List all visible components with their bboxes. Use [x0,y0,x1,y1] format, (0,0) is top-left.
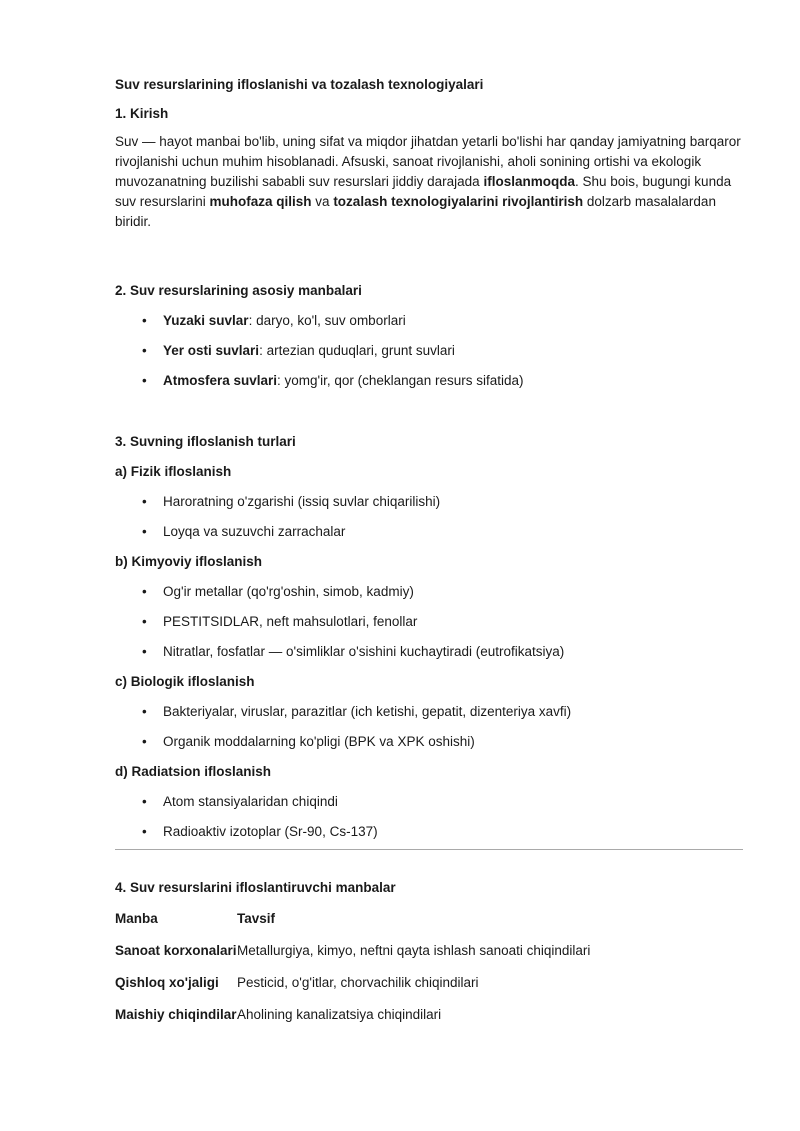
list-item: • Yuzaki suvlar: daryo, ko'l, suv omborlari [115,312,745,330]
list-item: • Haroratning o'zgarishi (issiq suvlar chiqarilishi) [115,493,745,511]
list-item: • Og'ir metallar (qo'rg'oshin, simob, kadmiy) [115,583,745,601]
subsection-c-list [115,703,745,751]
bold-term: ifloslanmoqda [483,174,575,189]
table-header-cell: Manba [115,911,158,926]
subsection-d-list [115,793,745,841]
section-3-heading: 3. Suvning ifloslanish turlari [115,434,296,449]
list-item: • PESTITSIDLAR, neft mahsulotlari, fenollar [115,613,745,631]
bold-term: tozalash texnologiyalarini rivojlantirish [333,194,584,209]
bold-term: muhofaza qilish [209,194,312,209]
section-4-heading: 4. Suv resurslarini ifloslantiruvchi manbalar [115,880,396,895]
list-item: • Radioaktiv izotoplar (Sr-90, Cs-137) [115,823,745,841]
list-item: • Yer osti suvlari: artezian quduqlari, grunt suvlari [115,342,745,360]
table-header-row [115,910,590,928]
table-row [115,928,590,960]
table-row [115,992,590,1024]
subsection-a-heading: a) Fizik ifloslanish [115,464,232,479]
list-item: • Loyqa va suzuvchi zarrachalar [115,523,745,541]
section-1-heading: 1. Kirish [115,106,169,121]
subsection-b-list [115,583,745,661]
list-item: • Bakteriyalar, viruslar, parazitlar (ich ketishi, gepatit, dizenteriya xavfi) [115,703,745,721]
document-title: Suv resurslarining ifloslanishi va tozalash texnologiyalari [115,77,484,92]
list-item: • Atom stansiyalaridan chiqindi [115,793,745,811]
section-2-heading: 2. Suv resurslarining asosiy manbalari [115,283,362,298]
table-cell: Sanoat korxonalari [115,943,237,958]
list-item: • Organik moddalarning ko'pligi (BPK va XPK oshishi) [115,733,745,751]
table-cell: Metallurgiya, kimyo, neftni qayta ishlash sanoati chiqindilari [237,943,591,958]
table-cell: Maishiy chiqindilar [115,1007,237,1022]
document-body [115,76,745,841]
table-cell: Qishloq xo'jaligi [115,975,219,990]
table-row [115,960,590,992]
subsection-c-heading: c) Biologik ifloslanish [115,674,255,689]
section-2-list [115,312,745,390]
section-1-paragraph: Suv — hayot manbai bo'lib, uning sifat va miqdor jihatdan yetarli bo'lishi har qanday jamiyatning barqaror rivojlanishi uchun muhim hisoblanadi. Afsuski, sanoat rivojlanishi, aholi sonining ortishi va ekologik muvozanatning buzilishi sababli suv resurslari jiddiy darajada ifloslanmoqda. Shu bois, bugungi kunda suv resurslarini muhofaza qilish va tozalash texnologiyalarini rivojlantirish dolzarb masalalardan biridir. [115,134,741,229]
table-cell: Aholining kanalizatsiya chiqindilari [237,1007,442,1022]
horizontal-divider [115,849,743,850]
sources-table [115,910,590,1024]
subsection-b-heading: b) Kimyoviy ifloslanish [115,554,263,569]
list-item: • Atmosfera suvlari: yomg'ir, qor (cheklangan resurs sifatida) [115,372,745,390]
subsection-d-heading: d) Radiatsion ifloslanish [115,764,272,779]
subsection-a-list [115,493,745,541]
table-header-cell: Tavsif [237,911,276,926]
section-4 [115,879,745,1024]
list-item: • Nitratlar, fosfatlar — o'simliklar o'sishini kuchaytiradi (eutrofikatsiya) [115,643,745,661]
table-cell: Pesticid, o'g'itlar, chorvachilik chiqindilari [237,975,479,990]
